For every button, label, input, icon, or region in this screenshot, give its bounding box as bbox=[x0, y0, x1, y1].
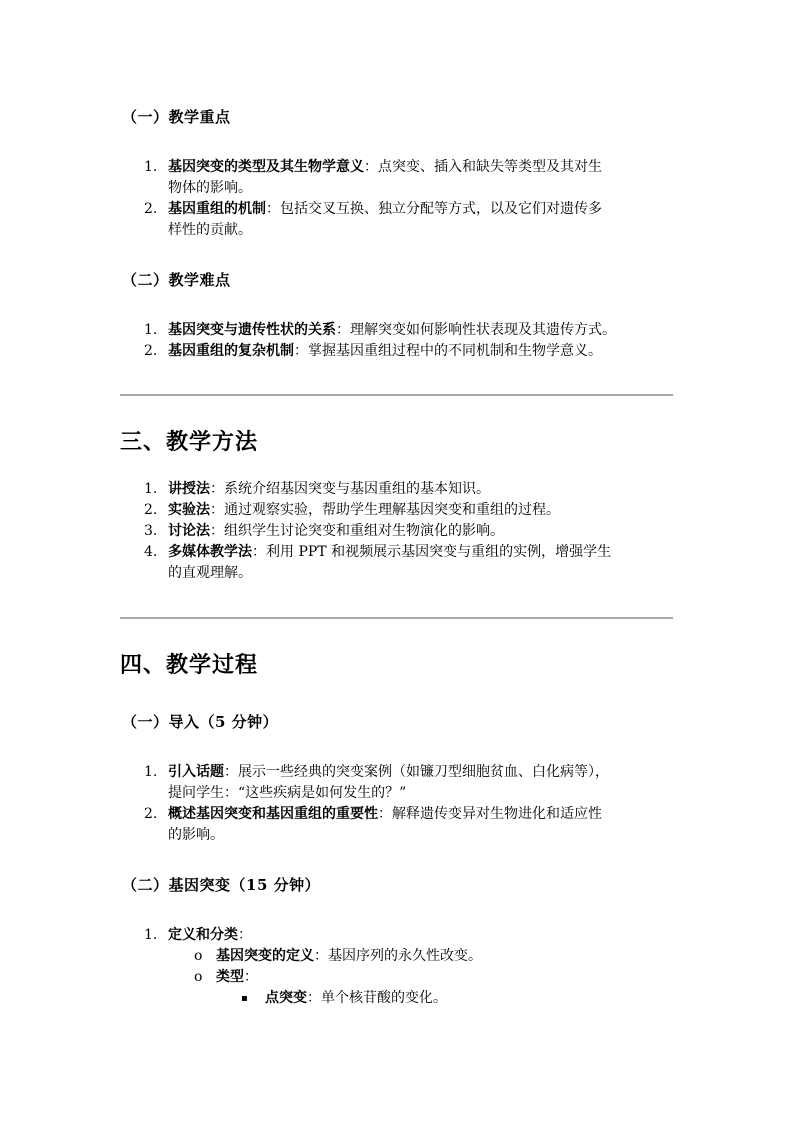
list-item: 1. 讲授法：系统介绍基因突变与基因重组的基本知识。 bbox=[144, 481, 490, 497]
sub-list-item: o 类型： bbox=[216, 967, 704, 988]
list-teaching-difficulty bbox=[144, 320, 704, 362]
circle-bullet-icon: o bbox=[194, 948, 203, 964]
list-item: 2. 基因重组的机制：包括交叉互换、独立分配等方式，以及它们对遗传多 样性的贡献。 bbox=[144, 201, 602, 238]
sub-list-item: o 基因突变的定义：基因序列的永久性改变。 bbox=[216, 946, 704, 967]
circle-bullet-icon: o bbox=[194, 969, 203, 985]
list-item: 2. 概述基因突变和基因重组的重要性：解释遗传变异对生物进化和适应性 的影响。 bbox=[144, 806, 602, 843]
list-item: 1. 引入话题：展示一些经典的突变案例（如镰刀型细胞贫血、白化病等）， 提问学生：“这些疾病是如何发生的？” bbox=[144, 764, 609, 801]
heading-teaching-process: 四、教学过程 bbox=[120, 652, 259, 678]
list-item: 1. 定义和分类： bbox=[144, 927, 252, 943]
divider bbox=[120, 617, 673, 619]
heading-teaching-difficulty: （二）教学难点 bbox=[122, 271, 231, 289]
list-item: 4. 多媒体教学法：利用 PPT 和视频展示基因突变与重组的实例，增强学生 的直观理解。 bbox=[144, 544, 612, 581]
heading-teaching-methods: 三、教学方法 bbox=[120, 429, 259, 455]
heading-introduction: （一）导入（5 分钟） bbox=[122, 713, 279, 731]
list-introduction bbox=[144, 762, 704, 846]
list-item: 3. 讨论法：组织学生讨论突变和重组对生物演化的影响。 bbox=[144, 523, 504, 539]
list-item: 2. 实验法：通过观察实验，帮助学生理解基因突变和重组的过程。 bbox=[144, 502, 560, 518]
heading-gene-mutation: （二）基因突变（15 分钟） bbox=[122, 876, 321, 894]
list-item: 1. 基因突变的类型及其生物学意义：点突变、插入和缺失等类型及其对生 物体的影响。 bbox=[144, 159, 602, 196]
divider bbox=[120, 394, 673, 396]
square-bullet-icon: ▪ bbox=[241, 993, 248, 1004]
list-gene-mutation bbox=[144, 925, 704, 1009]
list-teaching-methods bbox=[144, 479, 704, 584]
list-teaching-focus bbox=[144, 157, 704, 241]
sub-sub-list-item: ▪ 点突变：单个核苷酸的变化。 bbox=[265, 988, 704, 1009]
list-item: 2. 基因重组的复杂机制：掌握基因重组过程中的不同机制和生物学意义。 bbox=[144, 343, 602, 359]
list-item: 1. 基因突变与遗传性状的关系：理解突变如何影响性状表现及其遗传方式。 bbox=[144, 322, 616, 338]
heading-teaching-focus: （一）教学重点 bbox=[122, 108, 231, 126]
